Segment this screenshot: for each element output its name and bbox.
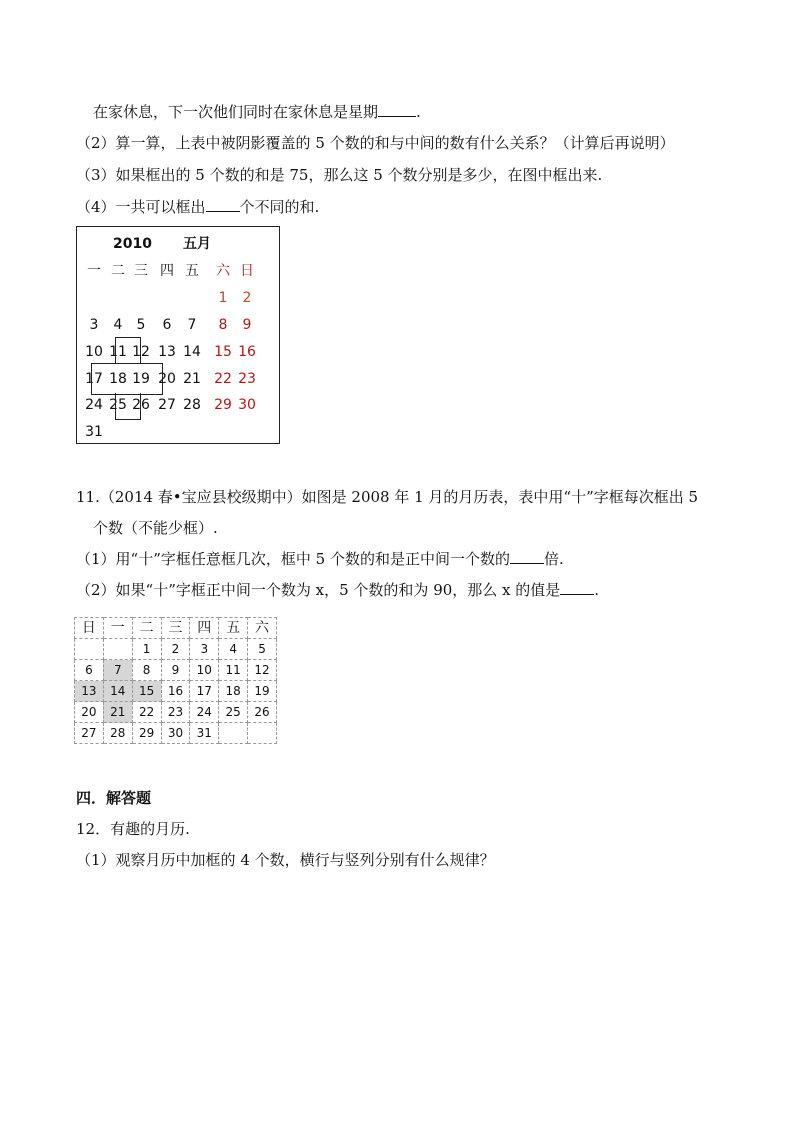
day-cell: 4 (219, 639, 248, 660)
day-cell: 2 (161, 639, 190, 660)
q11-part-2 (76, 580, 599, 600)
day-cell: 6 (75, 660, 104, 681)
day-cell: 22 (132, 702, 161, 723)
weekday-header: 六 (216, 263, 230, 279)
day-cell: 8 (132, 660, 161, 681)
calendar-2010-may (76, 226, 280, 444)
q11-part-2-start: （2）如果“十”字框正中间一个数为 x，5 个数的和为 90，那么 x 的值是 (76, 581, 561, 599)
day-cell: 14 (103, 681, 132, 702)
day-cell (75, 639, 104, 660)
day-cell: 31 (85, 424, 103, 440)
day-cell: 29 (132, 723, 161, 744)
day-cell: 19 (248, 681, 277, 702)
weekday-header: 六 (248, 618, 277, 639)
day-cell: 22 (214, 371, 232, 387)
answer-blank (560, 580, 594, 595)
q12-title: 12．有趣的月历. (76, 820, 190, 838)
day-cell: 26 (132, 397, 150, 413)
calendar-year: 2010 (113, 236, 152, 252)
day-cell: 27 (158, 397, 176, 413)
day-cell: 8 (218, 317, 228, 333)
weekday-header: 五 (185, 263, 199, 279)
q11-title-a: 11.（2014 春•宝应县校级期中）如图是 2008 年 1 月的月历表，表中用“十”字框每次框出 5 (76, 488, 699, 506)
day-cell: 14 (183, 344, 201, 360)
day-cell: 10 (85, 344, 103, 360)
day-cell: 15 (132, 681, 161, 702)
weekday-header: 四 (190, 618, 219, 639)
day-cell: 25 (109, 397, 127, 413)
q11-part-1-end: 倍. (543, 550, 564, 568)
day-cell: 18 (109, 371, 127, 387)
day-cell: 23 (238, 371, 256, 387)
day-cell: 1 (218, 290, 228, 306)
day-cell: 30 (238, 397, 256, 413)
weekday-header: 一 (103, 618, 132, 639)
day-cell: 9 (161, 660, 190, 681)
day-cell: 2 (242, 290, 252, 306)
calendar-month: 五月 (183, 236, 211, 252)
q10-line-a (93, 102, 421, 122)
day-cell: 7 (187, 317, 197, 333)
day-cell: 13 (75, 681, 104, 702)
weekday-header: 一 (87, 263, 101, 279)
day-cell: 7 (103, 660, 132, 681)
day-cell: 25 (219, 702, 248, 723)
day-cell: 27 (75, 723, 104, 744)
day-cell: 18 (219, 681, 248, 702)
day-cell (248, 723, 277, 744)
week-row (75, 660, 277, 681)
day-cell: 16 (161, 681, 190, 702)
day-cell: 17 (85, 371, 103, 387)
answer-blank (206, 197, 240, 212)
day-cell: 20 (75, 702, 104, 723)
weekday-header: 二 (111, 263, 125, 279)
weekday-header: 三 (161, 618, 190, 639)
weekday-header: 日 (240, 263, 254, 279)
q10-line-a-text: 在家休息，下一次他们同时在家休息是星期 (93, 103, 379, 121)
day-cell: 31 (190, 723, 219, 744)
day-cell: 28 (183, 397, 201, 413)
day-cell: 13 (158, 344, 176, 360)
weekday-header: 日 (75, 618, 104, 639)
q11-part-2-end: . (594, 581, 600, 599)
day-cell (103, 639, 132, 660)
day-cell: 15 (214, 344, 232, 360)
calendar-2008-january (74, 617, 277, 744)
cross-frame-bottom (115, 393, 141, 420)
day-cell: 24 (85, 397, 103, 413)
day-cell: 3 (89, 317, 99, 333)
q10-part-4-end: 个不同的和. (239, 198, 320, 216)
day-cell: 1 (132, 639, 161, 660)
q10-part-2: （2）算一算，上表中被阴影覆盖的 5 个数的和与中间的数有什么关系？（计算后再说明） (76, 134, 675, 152)
q10-part-3: （3）如果框出的 5 个数的和是 75，那么这 5 个数分别是多少，在图中框出来. (76, 166, 603, 184)
day-cell: 20 (158, 371, 176, 387)
q11-title-b: 个数（不能少框）. (93, 519, 218, 537)
day-cell: 21 (103, 702, 132, 723)
day-cell: 11 (109, 344, 127, 360)
day-cell: 3 (190, 639, 219, 660)
week-row (75, 723, 277, 744)
answer-blank (378, 102, 416, 117)
q10-part-4-start: （4）一共可以框出 (76, 198, 206, 216)
day-cell: 16 (238, 344, 256, 360)
answer-blank (510, 549, 544, 564)
q12-part-1: （1）观察月历中加框的 4 个数，横行与竖列分别有什么规律？ (76, 851, 495, 869)
day-cell: 10 (190, 660, 219, 681)
week-row (75, 639, 277, 660)
q10-line-a-end: . (416, 103, 421, 121)
day-cell: 17 (190, 681, 219, 702)
cross-frame-top (115, 337, 141, 364)
day-cell: 9 (242, 317, 252, 333)
day-cell: 26 (248, 702, 277, 723)
weekday-header: 四 (160, 263, 174, 279)
q10-part-4 (76, 197, 319, 217)
day-cell: 28 (103, 723, 132, 744)
day-cell: 11 (219, 660, 248, 681)
day-cell: 29 (214, 397, 232, 413)
day-cell: 23 (161, 702, 190, 723)
week-row (75, 702, 277, 723)
q11-part-1-start: （1）用“十”字框任意框几次，框中 5 个数的和是正中间一个数的 (76, 550, 510, 568)
weekday-header: 五 (219, 618, 248, 639)
day-cell (219, 723, 248, 744)
weekday-header: 二 (132, 618, 161, 639)
day-cell: 5 (136, 317, 146, 333)
day-cell: 19 (132, 371, 150, 387)
weekday-header: 三 (134, 263, 148, 279)
weekday-header-row (75, 618, 277, 639)
day-cell: 6 (162, 317, 172, 333)
day-cell: 24 (190, 702, 219, 723)
q11-part-1 (76, 549, 564, 569)
day-cell: 4 (113, 317, 123, 333)
day-cell: 21 (183, 371, 201, 387)
day-cell: 12 (132, 344, 150, 360)
day-cell: 30 (161, 723, 190, 744)
day-cell: 12 (248, 660, 277, 681)
cross-frame-middle (91, 363, 163, 395)
day-cell: 5 (248, 639, 277, 660)
section-heading: 四．解答题 (76, 789, 152, 807)
week-row (75, 681, 277, 702)
